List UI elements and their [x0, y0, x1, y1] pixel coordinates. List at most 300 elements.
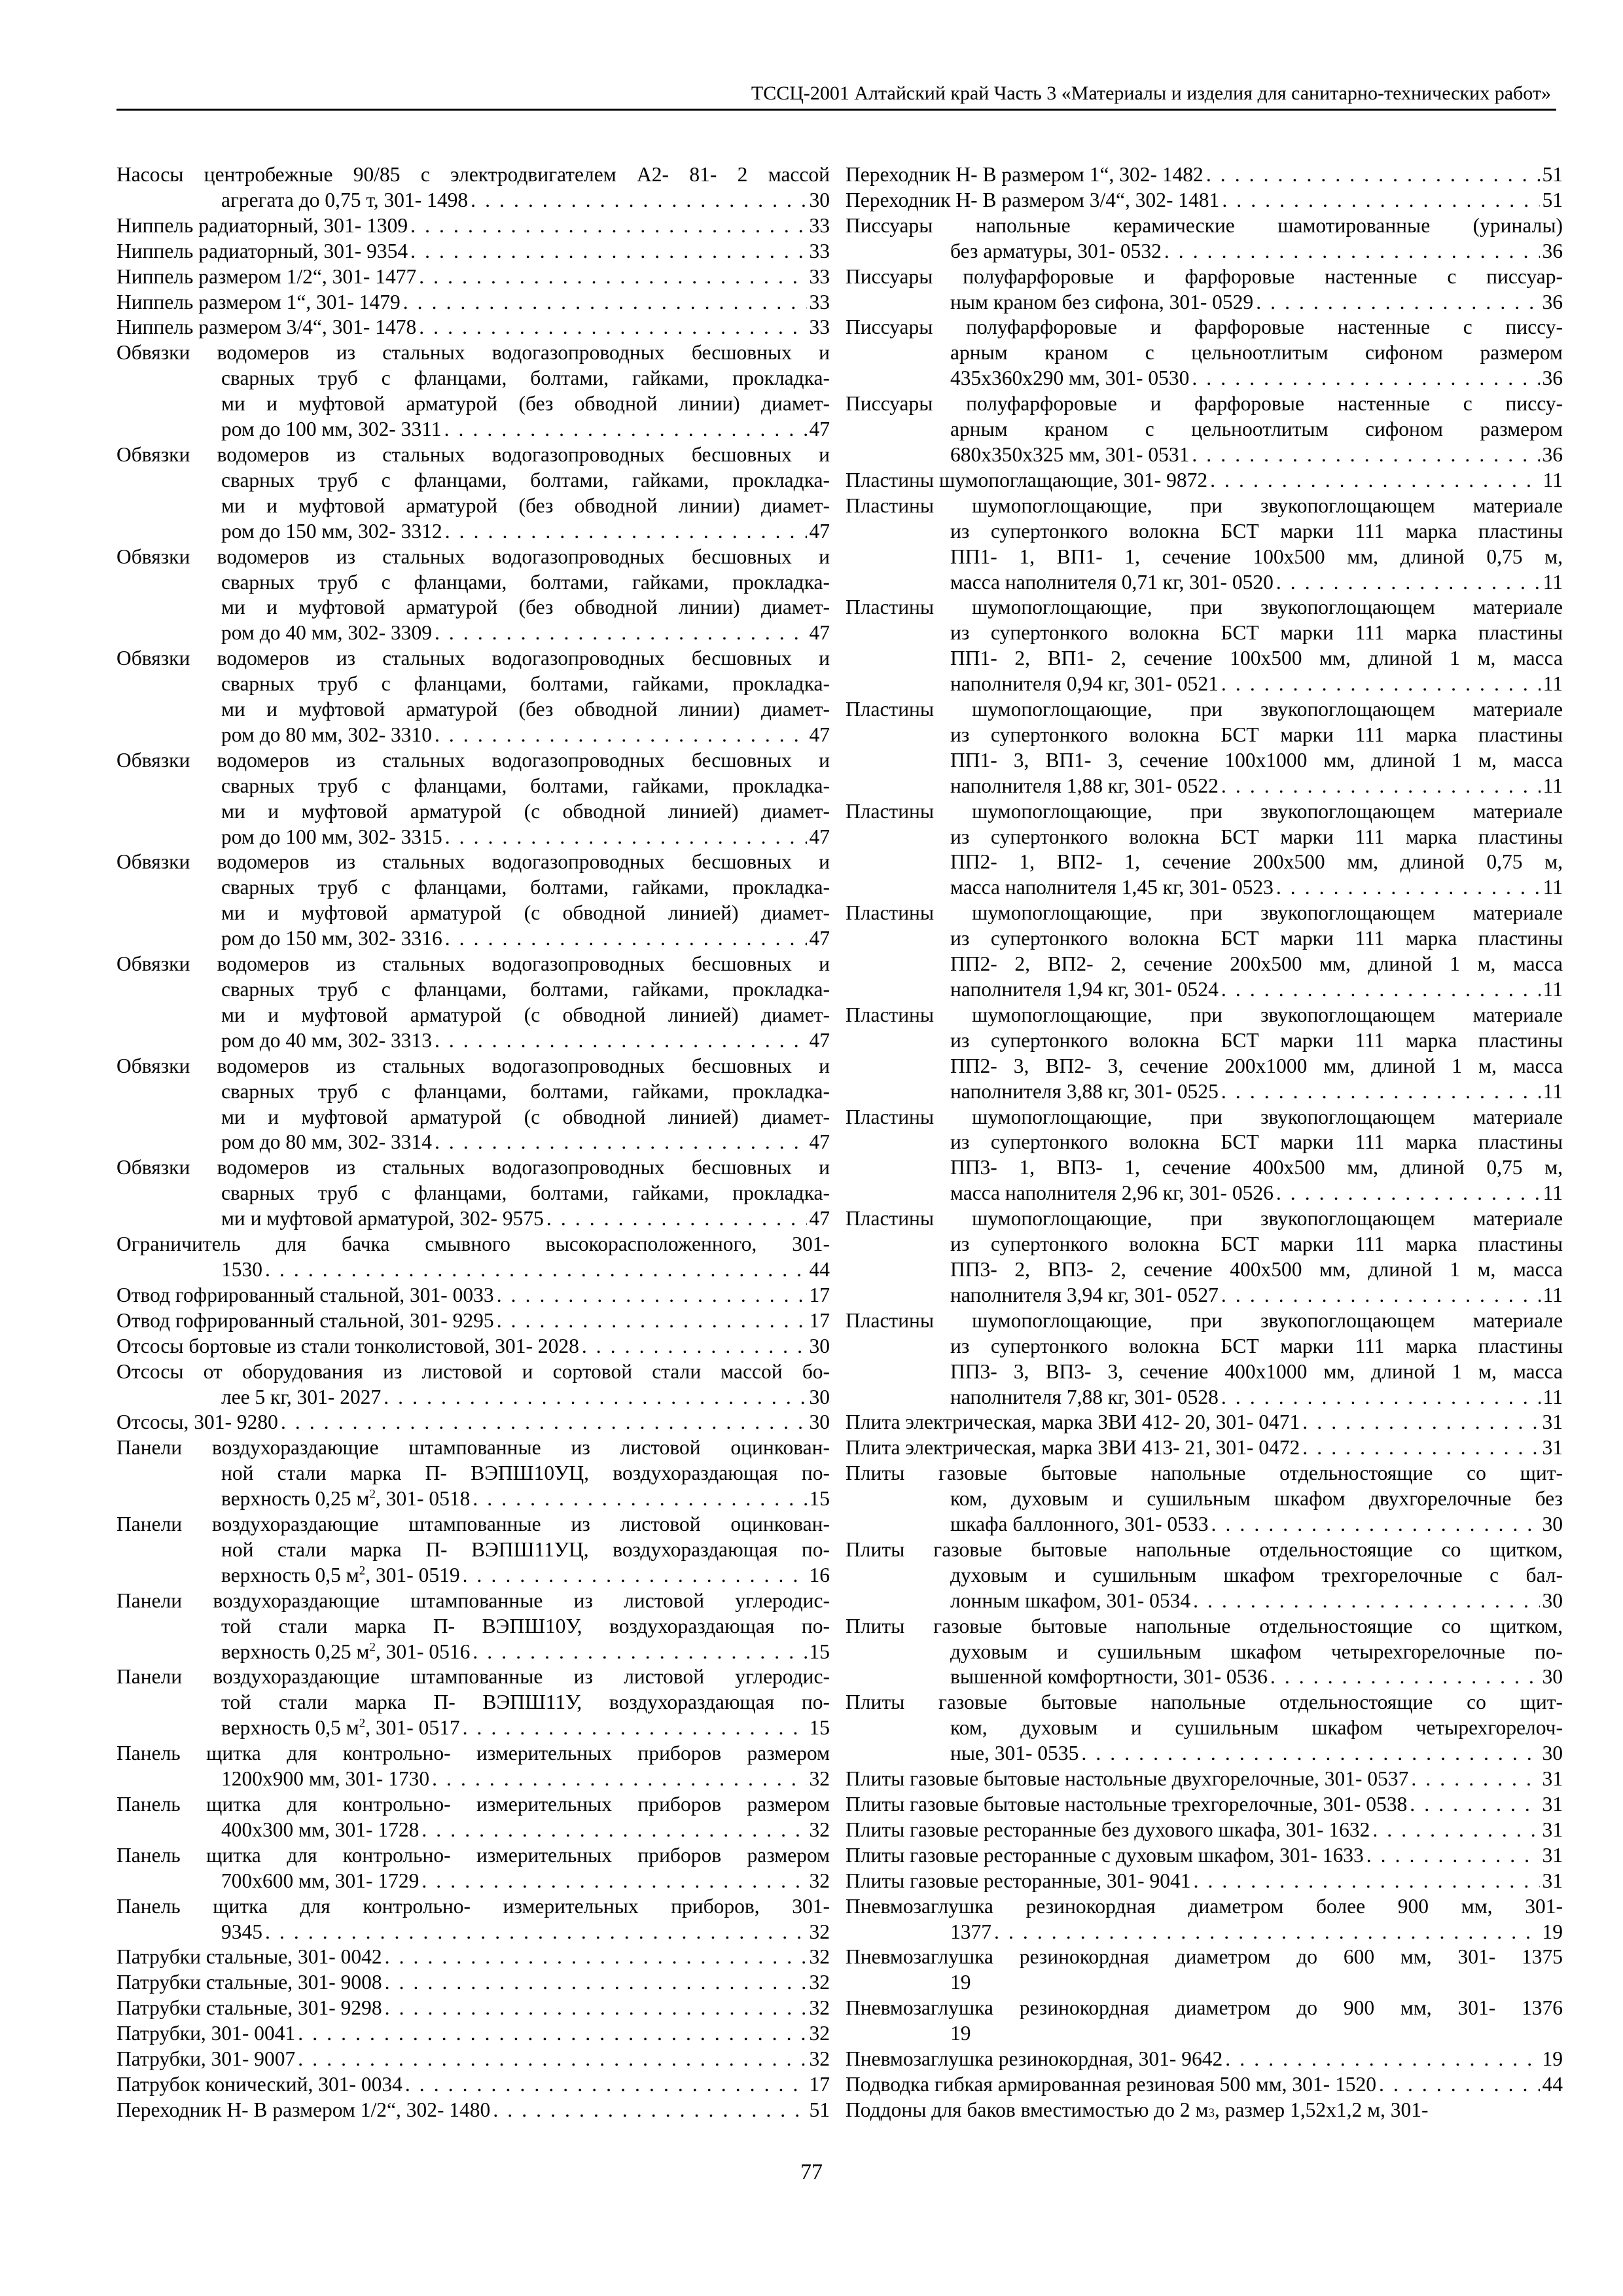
entry-text: Пластины шумопоглощающие, при звукопоглощающем материале — [846, 596, 1563, 619]
entry-text: ми и муфтовой арматурой (без обводной линии) диамет- — [221, 698, 830, 721]
entry-page: 32 — [809, 1971, 830, 1994]
index-entry — [116, 239, 830, 264]
dot-leader — [405, 2072, 807, 2098]
entry-text: Писсуары полуфарфоровые и фарфоровые настенные с писсуар- — [846, 264, 1563, 288]
index-entry — [116, 1334, 830, 1359]
entry-text: Переходник Н- В размером 1/2“, 302- 1480 — [116, 2098, 491, 2121]
entry-text: 1530 — [221, 1257, 262, 1281]
entry-page: 11 — [1543, 1385, 1563, 1408]
entry-text: сварных труб с фланцами, болтами, гайками, прокладка- — [221, 570, 830, 594]
entry-page: 30 — [809, 1385, 830, 1408]
index-entry — [116, 1512, 830, 1588]
entry-page: 44 — [809, 1257, 830, 1281]
dot-leader — [463, 1715, 807, 1741]
entry-text: Панели воздухораздающие штампованные из листовой оцинкован- — [116, 1436, 830, 1460]
entry-page: 47 — [809, 1207, 830, 1230]
index-entry — [846, 595, 1563, 697]
entry-text: Патрубки, 301- 0041 — [116, 2022, 296, 2045]
entry-text: ми и муфтовой арматурой (с обводной линией) диамет- — [221, 901, 830, 925]
entry-page: 11 — [1543, 570, 1563, 594]
entry-page: 11 — [1543, 1181, 1563, 1205]
entry-text: Обвязки водомеров из стальных водогазопроводных бесшовных и — [116, 952, 830, 976]
entry-text: ми и муфтовой арматурой (без обводной линии) диамет- — [221, 392, 830, 416]
dot-leader — [1411, 1767, 1539, 1792]
entry-page: 32 — [809, 1996, 830, 2020]
entry-page: 19 — [1542, 2047, 1563, 2071]
index-entry — [116, 1741, 830, 1792]
entry-text: из супертонкого волокна БСТ марки 111 марка пластины — [950, 825, 1563, 848]
entry-text: Плиты газовые бытовые напольные отдельностоящие со щит- — [846, 1691, 1563, 1714]
entry-text: ные, 301- 0535 — [950, 1742, 1079, 1765]
index-entry — [116, 1996, 830, 2021]
entry-page: 33 — [809, 315, 830, 339]
entry-page: 36 — [1542, 367, 1563, 390]
index-entry — [116, 952, 830, 1054]
entry-text: Ограничитель для бачка смывного высокорасположенного, 301- — [116, 1232, 830, 1256]
entry-text: ми и муфтовой арматурой (с обводной линией) диамет- — [221, 1105, 830, 1128]
entry-text: духовым и сушильным шкафом трехгорелочные с бал- — [950, 1563, 1563, 1587]
entry-text: Ниппель размером 3/4“, 301- 1478 — [116, 315, 417, 339]
dot-leader — [471, 188, 806, 213]
dot-leader — [582, 1334, 807, 1359]
dot-leader — [1410, 1792, 1539, 1818]
dot-leader — [1211, 1512, 1540, 1537]
dot-leader — [435, 620, 807, 646]
page-number: 77 — [800, 2160, 823, 2184]
entry-text: наполнителя 1,88 кг, 301- 0522 — [950, 774, 1219, 797]
entry-text: вышенной комфортности, 301- 0536 — [950, 1665, 1268, 1689]
entry-text: Пластины шумопоглощающие, при звукопоглощающем материале — [846, 799, 1563, 823]
entry-page: 32 — [809, 1818, 830, 1841]
entry-text: Пластины шумопоглащающие, 301- 9872 — [846, 468, 1208, 492]
entry-page: 47 — [809, 621, 830, 645]
entry-page: 11 — [1543, 672, 1563, 696]
index-entry — [846, 1767, 1563, 1792]
entry-text: сварных труб с фланцами, болтами, гайками, прокладка- — [221, 876, 830, 899]
entry-page: 32 — [809, 1945, 830, 1969]
dot-leader — [435, 723, 807, 748]
index-entry — [116, 340, 830, 442]
entry-text: Пневмозаглушка резинокордная диаметром до 600 мм, 301- 1375 — [846, 1945, 1563, 1969]
dot-leader — [1192, 442, 1539, 468]
dot-leader — [1221, 1385, 1541, 1410]
entry-page: 33 — [809, 290, 830, 314]
entry-text: сварных труб с фланцами, болтами, гайками, прокладка- — [221, 468, 830, 492]
dot-leader — [1222, 188, 1539, 213]
dot-leader — [435, 1028, 807, 1054]
entry-page: 31 — [1542, 1869, 1563, 1892]
index-entry — [116, 213, 830, 239]
entry-text: ПП1- 2, ВП1- 2, сечение 100х500 мм, длиной 1 м, масса — [950, 647, 1563, 670]
index-entry — [846, 799, 1563, 901]
entry-text: Обвязки водомеров из стальных водогазопроводных бесшовных и — [116, 1156, 830, 1179]
entry-text: 400х300 мм, 301- 1728 — [221, 1818, 419, 1841]
entry-text: Ниппель размером 1/2“, 301- 1477 — [116, 264, 417, 288]
entry-text: Плиты газовые бытовые настольные двухгорелочные, 301- 0537 — [846, 1767, 1409, 1791]
dot-leader — [1194, 1869, 1540, 1894]
dot-leader — [473, 1486, 806, 1512]
entry-page: 51 — [1542, 188, 1563, 211]
entry-text: Пластины шумопоглощающие, при звукопоглощающем материале — [846, 698, 1563, 721]
entry-page: 11 — [1543, 468, 1563, 492]
entry-text: Плиты газовые бытовые напольные отдельностоящие со щитком, — [846, 1537, 1563, 1561]
entry-text: Плиты газовые бытовые напольные отдельностоящие со щитком, — [846, 1614, 1563, 1638]
entry-text: Отсосы бортовые из стали тонколистовой, 301- 2028 — [116, 1334, 579, 1357]
dot-leader — [435, 1130, 807, 1155]
index-entry — [116, 2098, 830, 2123]
entry-text: ром до 40 мм, 302- 3313 — [221, 1028, 432, 1052]
index-entry — [116, 646, 830, 748]
entry-page: 47 — [809, 825, 830, 848]
entry-text: ПП3- 2, ВП3- 2, сечение 400х500 мм, длиной 1 м, масса — [950, 1257, 1563, 1281]
entry-page: 33 — [809, 239, 830, 262]
entry-text: ПП3- 3, ВП3- 3, сечение 400х1000 мм, длиной 1 м, масса — [950, 1359, 1563, 1383]
entry-text: сварных труб с фланцами, болтами, гайками, прокладка- — [221, 367, 830, 390]
entry-text: Панели воздухораздающие штампованные из листовой оцинкован- — [116, 1513, 830, 1536]
entry-text: Пластины шумопоглощающие, при звукопоглощающем материале — [846, 901, 1563, 925]
index-entry — [116, 1945, 830, 1970]
entry-text: Панель щитка для контрольно- измерительных приборов размером — [116, 1793, 830, 1816]
entry-text: ком, духовым и сушильным шкафом двухгорелочные без — [950, 1487, 1563, 1511]
index-entry — [116, 1588, 830, 1665]
entry-text: Патрубки стальные, 301- 0042 — [116, 1945, 382, 1969]
entry-text: Обвязки водомеров из стальных водогазопроводных бесшовных и — [116, 1054, 830, 1077]
entry-text: Пневмозаглушка резинокордная диаметром до 900 мм, 301- 1376 — [846, 1996, 1563, 2020]
entry-text: Пневмозаглушка резинокордная, 301- 9642 — [846, 2047, 1223, 2071]
entry-text: из супертонкого волокна БСТ марки 111 марка пластины — [950, 519, 1563, 543]
dot-leader — [493, 2098, 806, 2123]
dot-leader — [546, 1206, 807, 1232]
index-entry — [846, 1843, 1563, 1869]
entry-text: Пневмозаглушка резинокордная диаметром более 900 мм, 301- — [846, 1894, 1563, 1918]
dot-leader — [383, 1385, 806, 1410]
dot-leader — [385, 1996, 807, 2021]
entry-text: Пластины шумопоглощающие, при звукопоглощающем материале — [846, 1105, 1563, 1128]
dot-leader — [1206, 162, 1540, 188]
index-entry — [846, 1818, 1563, 1843]
entry-text: Обвязки водомеров из стальных водогазопроводных бесшовных и — [116, 647, 830, 670]
index-entry — [116, 1664, 830, 1741]
entry-page: 32 — [809, 2022, 830, 2045]
entry-text: арным краном с цельноотлитым сифоном размером — [950, 341, 1563, 365]
entry-text: 19 — [950, 2022, 971, 2045]
entry-text: лее 5 кг, 301- 2027 — [221, 1385, 382, 1408]
entry-page: 30 — [1542, 1588, 1563, 1612]
entry-page: 30 — [809, 188, 830, 211]
index-entry — [846, 264, 1563, 315]
entry-text: ми и муфтовой арматурой (с обводной линией) диамет- — [221, 1003, 830, 1026]
dot-leader — [281, 1410, 807, 1435]
entry-page: 32 — [809, 2047, 830, 2071]
dot-leader — [1164, 239, 1540, 264]
entry-page: 47 — [809, 723, 830, 746]
index-entry — [116, 1894, 830, 1945]
entry-text: из супертонкого волокна БСТ марки 111 марка пластины — [950, 1028, 1563, 1052]
index-entry — [116, 2047, 830, 2072]
dot-leader — [419, 315, 806, 340]
index-entry — [116, 748, 830, 850]
entry-text: Насосы центробежные 90/85 с электродвигателем А2- 81- 2 массой — [116, 163, 830, 186]
entry-text: Плита электрическая, марка ЗВИ 412- 20, 301- 0471 — [846, 1410, 1300, 1434]
dot-leader — [265, 1257, 807, 1283]
entry-page: 11 — [1543, 978, 1563, 1001]
dot-leader — [1221, 774, 1541, 799]
entry-text: Ниппель радиаторный, 301- 1309 — [116, 213, 408, 237]
dot-leader — [1081, 1741, 1539, 1767]
entry-text: Плита электрическая, марка ЗВИ 413- 21, 301- 0472 — [846, 1436, 1300, 1460]
index-entry — [116, 1359, 830, 1410]
entry-text: ПП2- 2, ВП2- 2, сечение 200х500 мм, длиной 1 м, масса — [950, 952, 1563, 976]
index-column-left — [116, 162, 830, 2123]
entry-page: 47 — [809, 927, 830, 950]
entry-text: шкафа баллонного, 301- 0533 — [950, 1513, 1209, 1536]
entry-text: Отвод гофрированный стальной, 301- 9295 — [116, 1308, 494, 1332]
dot-leader — [1221, 1079, 1541, 1105]
entry-text: арным краном с цельноотлитым сифоном размером — [950, 418, 1563, 441]
entry-page: 36 — [1542, 239, 1563, 262]
index-entry — [116, 264, 830, 290]
entry-text: ПП2- 3, ВП2- 3, сечение 200х1000 мм, длиной 1 м, масса — [950, 1054, 1563, 1077]
entry-page: 19 — [1542, 1920, 1563, 1943]
entry-text: Патрубок конический, 301- 0034 — [116, 2072, 402, 2096]
entry-text: ром до 100 мм, 302- 3315 — [221, 825, 442, 848]
entry-text: ром до 40 мм, 302- 3309 — [221, 621, 432, 645]
index-entry — [846, 468, 1563, 493]
index-entry — [116, 1308, 830, 1334]
entry-text: 680х350х325 мм, 301- 0531 — [950, 442, 1190, 466]
dot-leader — [265, 1920, 807, 1945]
entry-page: 17 — [809, 1308, 830, 1332]
entry-text: той стали марка П- ВЭПШ10У, воздухораздающая по- — [221, 1614, 830, 1638]
index-entry — [846, 188, 1563, 213]
index-entry — [116, 1843, 830, 1894]
dot-leader — [1379, 2072, 1539, 2098]
entry-text: ной стали марка П- ВЭПШ11УЦ, воздухораздающая по- — [221, 1537, 830, 1561]
dot-leader — [1256, 290, 1539, 315]
entry-text: Обвязки водомеров из стальных водогазопроводных бесшовных и — [116, 442, 830, 466]
index-entry — [846, 1105, 1563, 1207]
entry-page: 15 — [809, 1487, 830, 1511]
entry-text: Пластины шумопоглощающие, при звукопоглощающем материале — [846, 1308, 1563, 1332]
entry-text: Обвязки водомеров из стальных водогазопроводных бесшовных и — [116, 545, 830, 568]
index-entry — [846, 1690, 1563, 1767]
entry-page: 30 — [1542, 1513, 1563, 1536]
entry-page: 51 — [809, 2098, 830, 2121]
entry-text: Поддоны для баков вместимостью до 2 м 3 , размер 1,52х1,2 м, 301- — [846, 2098, 1429, 2121]
index-entry — [846, 1537, 1563, 1614]
entry-text: ным краном без сифона, 301- 0529 — [950, 290, 1254, 314]
entry-page: 15 — [809, 1640, 830, 1663]
entry-page: 36 — [1542, 442, 1563, 466]
entry-page: 31 — [1542, 1818, 1563, 1841]
entry-text: Пластины шумопоглощающие, при звукопоглощающем материале — [846, 1003, 1563, 1026]
index-column-right — [846, 162, 1563, 2123]
entry-text: наполнителя 0,94 кг, 301- 0521 — [950, 672, 1219, 696]
entry-text: той стали марка П- ВЭПШ11У, воздухораздающая по- — [221, 1691, 830, 1714]
dot-leader — [497, 1283, 807, 1308]
entry-text: без арматуры, 301- 0532 — [950, 239, 1162, 262]
entry-page: 31 — [1542, 1843, 1563, 1867]
entry-text: 9345 — [221, 1920, 262, 1943]
entry-text: ми и муфтовой арматурой, 302- 9575 — [221, 1207, 544, 1230]
index-entry — [116, 545, 830, 647]
index-entry — [846, 2072, 1563, 2098]
entry-text: сварных труб с фланцами, болтами, гайками, прокладка- — [221, 774, 830, 797]
entry-page: 32 — [809, 1869, 830, 1892]
entry-text: Патрубки стальные, 301- 9298 — [116, 1996, 382, 2020]
entry-page: 32 — [809, 1767, 830, 1791]
entry-text: ми и муфтовой арматурой (без обводной линии) диамет- — [221, 493, 830, 517]
entry-text: ПП2- 1, ВП2- 1, сечение 200х500 мм, длиной 0,75 м, — [950, 850, 1563, 874]
entry-text: Ниппель радиаторный, 301- 9354 — [116, 239, 408, 262]
entry-text: ми и муфтовой арматурой (без обводной линии) диамет- — [221, 596, 830, 619]
entry-text: сварных труб с фланцами, болтами, гайками, прокладка- — [221, 672, 830, 696]
index-entry — [116, 162, 830, 213]
dot-leader — [1302, 1435, 1539, 1461]
index-entry — [116, 850, 830, 952]
entry-page: 11 — [1543, 1079, 1563, 1103]
entry-text: Пластины шумопоглощающие, при звукопоглощающем материале — [846, 493, 1563, 517]
index-entry — [116, 442, 830, 545]
entry-page: 30 — [1542, 1742, 1563, 1765]
dot-leader — [994, 1920, 1540, 1945]
index-entry — [846, 391, 1563, 468]
entry-page: 30 — [809, 1334, 830, 1357]
entry-text: Плиты газовые бытовые настольные трехгорелочные, 301- 0538 — [846, 1793, 1408, 1816]
entry-text: сварных труб с фланцами, болтами, гайками, прокладка- — [221, 1079, 830, 1103]
entry-text: Обвязки водомеров из стальных водогазопроводных бесшовных и — [116, 748, 830, 772]
entry-text: Переходник Н- В размером 3/4“, 302- 1481 — [846, 188, 1220, 211]
entry-page: 17 — [809, 1283, 830, 1306]
entry-text: ПП1- 3, ВП1- 3, сечение 100х1000 мм, длиной 1 м, масса — [950, 748, 1563, 772]
dot-leader — [445, 926, 807, 952]
dot-leader — [473, 1640, 806, 1665]
dot-leader — [410, 213, 806, 239]
entry-page: 44 — [1542, 2072, 1563, 2096]
entry-text: Панель щитка для контрольно- измерительных приборов размером — [116, 1742, 830, 1765]
entry-page: 36 — [1542, 290, 1563, 314]
index-entry — [846, 1996, 1563, 2047]
dot-leader — [463, 1563, 807, 1588]
entry-page: 47 — [809, 1028, 830, 1052]
entry-text: Пластины шумопоглощающие, при звукопоглощающем материале — [846, 1207, 1563, 1230]
entry-page: 33 — [809, 213, 830, 237]
entry-text: из супертонкого волокна БСТ марки 111 марка пластины — [950, 621, 1563, 645]
index-entry — [116, 315, 830, 340]
entry-page: 33 — [809, 264, 830, 288]
entry-text: Панель щитка для контрольно- измерительных приборов размером — [116, 1843, 830, 1867]
entry-text: сварных труб с фланцами, болтами, гайками, прокладка- — [221, 978, 830, 1001]
entry-text: верхность 0,5 $м^2$, 301- 0517 — [221, 1716, 460, 1740]
entry-text: из супертонкого волокна БСТ марки 111 марка пластины — [950, 1130, 1563, 1154]
index-entry — [846, 2098, 1563, 2123]
dot-leader — [1302, 1410, 1539, 1435]
entry-text: ром до 80 мм, 302- 3310 — [221, 723, 432, 746]
entry-text: масса наполнителя 0,71 кг, 301- 0520 — [950, 570, 1274, 594]
entry-text: Обвязки водомеров из стальных водогазопроводных бесшовных и — [116, 341, 830, 365]
index-entry — [846, 1410, 1563, 1435]
entry-page: 15 — [809, 1716, 830, 1740]
entry-text: ком, духовым и сушильным шкафом четырехгорелоч- — [950, 1716, 1563, 1740]
dot-leader — [421, 1869, 806, 1894]
entry-text: Отвод гофрированный стальной, 301- 0033 — [116, 1283, 494, 1306]
entry-text: ми и муфтовой арматурой (с обводной линией) диамет- — [221, 799, 830, 823]
index-entry — [116, 1410, 830, 1435]
entry-page: 32 — [809, 1920, 830, 1943]
index-entry — [116, 1283, 830, 1308]
entry-text: 1377 — [950, 1920, 991, 1943]
entry-text: лонным шкафом, 301- 0534 — [950, 1588, 1191, 1612]
index-entry — [846, 901, 1563, 1003]
entry-text: ПП1- 1, ВП1- 1, сечение 100х500 мм, длиной 0,75 м, — [950, 545, 1563, 568]
index-entry — [846, 1003, 1563, 1105]
entry-text: из супертонкого волокна БСТ марки 111 марка пластины — [950, 1334, 1563, 1357]
entry-text: из супертонкого волокна БСТ марки 111 марка пластины — [950, 927, 1563, 950]
entry-text: наполнителя 3,88 кг, 301- 0525 — [950, 1079, 1219, 1103]
index-entry — [846, 1894, 1563, 1945]
entry-text: ром до 150 мм, 302- 3316 — [221, 927, 442, 950]
dot-leader — [1221, 1283, 1541, 1308]
entry-page: 11 — [1543, 876, 1563, 899]
entry-text: Писсуары полуфарфоровые и фарфоровые настенные с писсу- — [846, 315, 1563, 339]
entry-text: 435х360х290 мм, 301- 0530 — [950, 367, 1190, 390]
dot-leader — [432, 1767, 806, 1792]
dot-leader — [445, 519, 807, 545]
entry-text: Панели воздухораздающие штампованные из листовой углеродис- — [116, 1588, 830, 1612]
entry-text: Обвязки водомеров из стальных водогазопроводных бесшовных и — [116, 850, 830, 874]
index-entry — [116, 1792, 830, 1843]
dot-leader — [445, 825, 807, 850]
entry-text: Отсосы от оборудования из листовой и сортовой стали массой бо- — [116, 1359, 830, 1383]
entry-page: 47 — [809, 519, 830, 543]
index-entry — [116, 1054, 830, 1156]
entry-text: Переходник Н- В размером 1“, 302- 1482 — [846, 163, 1204, 186]
dot-leader — [1270, 1664, 1540, 1690]
index-entry — [116, 290, 830, 315]
index-entry — [846, 697, 1563, 799]
entry-page: 31 — [1542, 1410, 1563, 1434]
dot-leader — [1225, 2047, 1539, 2072]
entry-page: 16 — [809, 1563, 830, 1587]
entry-text: Плиты газовые ресторанные без духового шкафа, 301- 1632 — [846, 1818, 1370, 1841]
entry-text: Плиты газовые ресторанные с духовым шкафом, 301- 1633 — [846, 1843, 1364, 1867]
index-entry — [846, 1461, 1563, 1537]
index-entry — [846, 1869, 1563, 1894]
entry-text: ПП3- 1, ВП3- 1, сечение 400х500 мм, длиной 0,75 м, — [950, 1156, 1563, 1179]
entry-page: 30 — [809, 1410, 830, 1434]
entry-text: 1200х900 мм, 301- 1730 — [221, 1767, 430, 1791]
index-entry — [846, 1308, 1563, 1410]
index-entry — [846, 162, 1563, 188]
entry-text: Писсуары полуфарфоровые и фарфоровые настенные с писсу- — [846, 392, 1563, 416]
entry-text: Отсосы, 301- 9280 — [116, 1410, 278, 1434]
entry-text: ром до 100 мм, 302- 3311 — [221, 418, 442, 441]
entry-text: Подводка гибкая армированная резиновая 500 мм, 301- 1520 — [846, 2072, 1377, 2096]
running-header — [116, 72, 1556, 111]
index-entry — [846, 1206, 1563, 1308]
index-entry — [116, 1970, 830, 1996]
index-entry — [846, 493, 1563, 596]
index-entry — [116, 2072, 830, 2098]
entry-text: ром до 150 мм, 302- 3312 — [221, 519, 442, 543]
dot-leader — [444, 417, 807, 442]
dot-leader — [1372, 1818, 1539, 1843]
dot-leader — [421, 1818, 806, 1843]
entry-text: Плиты газовые бытовые напольные отдельностоящие со щит- — [846, 1462, 1563, 1485]
entry-text: наполнителя 1,94 кг, 301- 0524 — [950, 978, 1219, 1001]
entry-page: 47 — [809, 418, 830, 441]
entry-text: из супертонкого волокна БСТ марки 111 марка пластины — [950, 723, 1563, 746]
